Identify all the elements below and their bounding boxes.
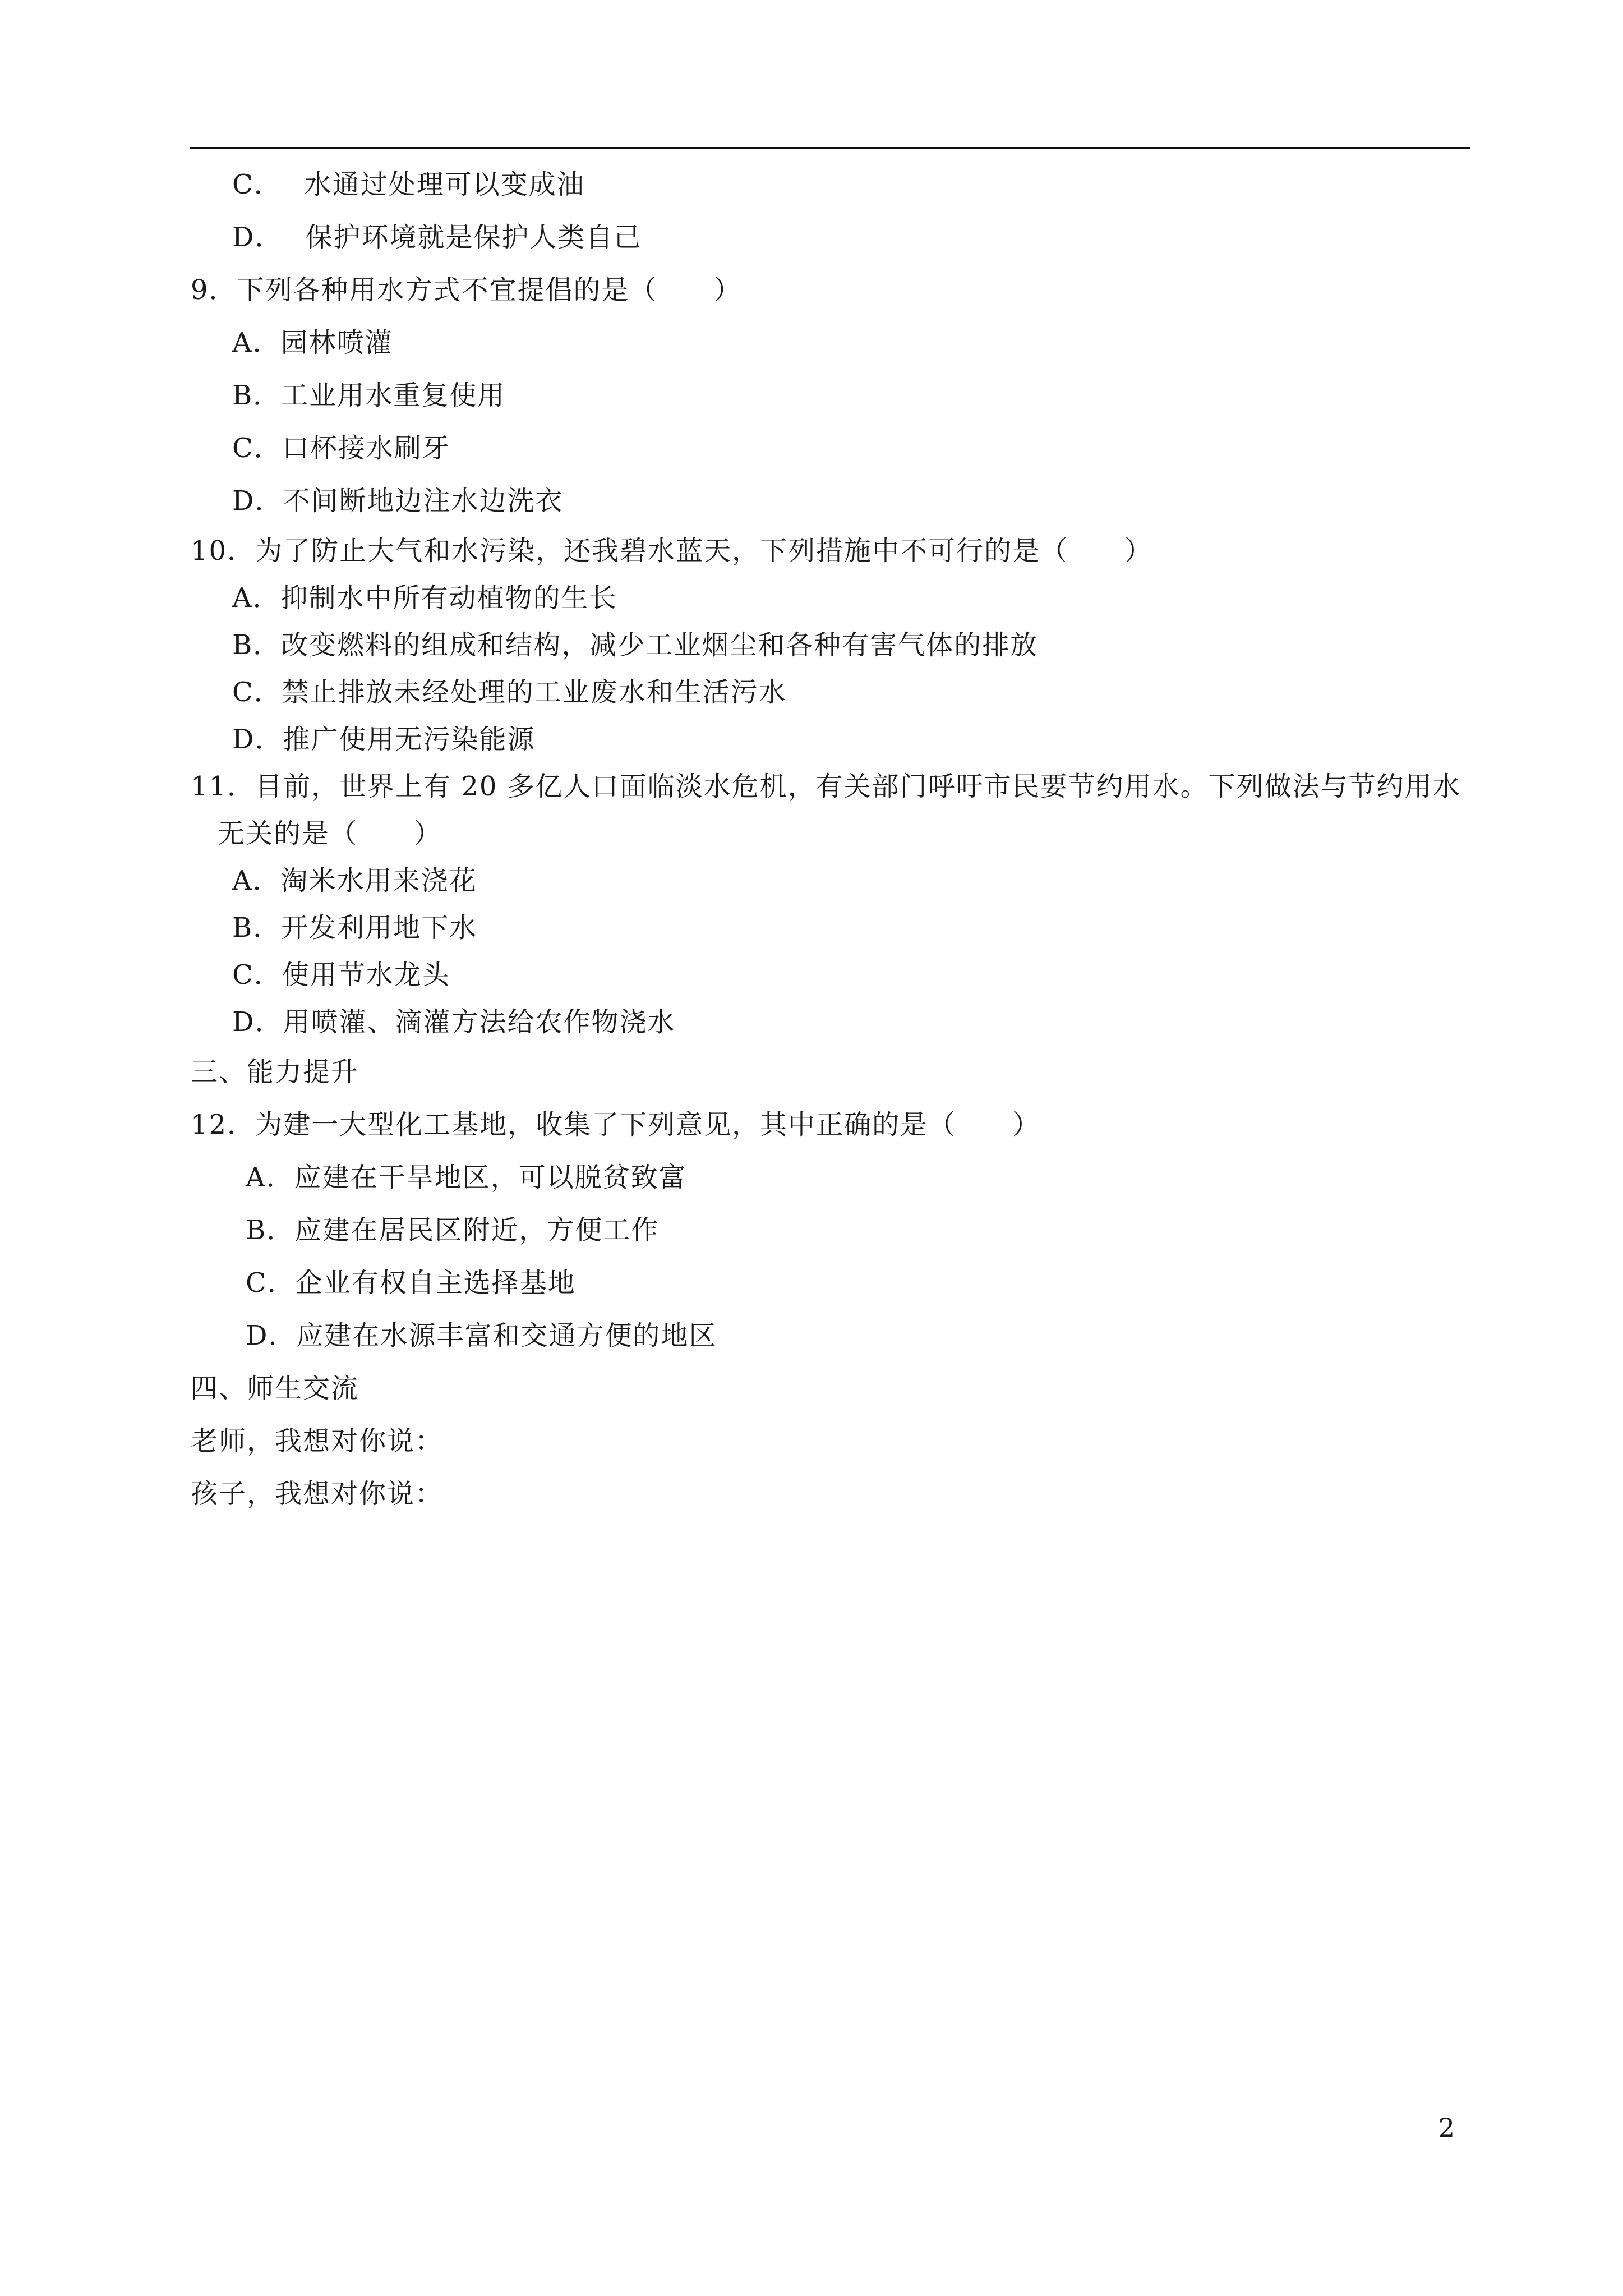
teacher-message-line: 老师，我想对你说： (191, 1425, 444, 1457)
option-text: 水通过处理可以变成油 (304, 169, 585, 200)
option-letter: C． (232, 169, 282, 200)
q12-option-b: B．应建在居民区附近，方便工作 (246, 1214, 660, 1246)
q12-option-d: D．应建在水源丰富和交通方便的地区 (246, 1320, 717, 1351)
q9-option-a: A．园林喷灌 (232, 327, 393, 358)
q11-option-a: A．淘米水用来浇花 (232, 865, 477, 896)
option-text: 保护环境就是保护人类自己 (305, 222, 642, 253)
page-content (191, 158, 1481, 1520)
q10-option-b: B．改变燃料的组成和结构，减少工业烟尘和各种有害气体的排放 (232, 629, 1039, 661)
q10-option-a: A．抑制水中所有动植物的生长 (232, 582, 617, 614)
section-title-exchange: 四、师生交流 (191, 1373, 359, 1404)
q9-option-c: C．口杯接水刷牙 (232, 432, 450, 464)
q11-option-d: D．用喷灌、滴灌方法给农作物浇水 (232, 1006, 676, 1038)
q11-option-b: B．开发利用地下水 (232, 912, 478, 944)
student-message-line: 孩子，我想对你说： (191, 1478, 444, 1510)
q9-option-d: D．不间断地边注水边洗衣 (232, 485, 564, 517)
q9-option-b: B．工业用水重复使用 (232, 380, 506, 411)
q11-option-c: C．使用节水龙头 (232, 959, 450, 991)
q10-stem: 10．为了防止大气和水污染，还我碧水蓝天，下列措施中不可行的是（ ） (191, 535, 1153, 567)
page-number: 2 (1438, 2113, 1455, 2143)
q11-stem-line1: 11．目前，世界上有 20 多亿人口面临淡水危机，有关部门呼吁市民要节约用水。下列做法与节约用水 (191, 771, 1461, 802)
q8-option-c (191, 158, 1481, 211)
q8-option-d (191, 211, 1481, 264)
q10-option-d: D．推广使用无污染能源 (232, 724, 536, 755)
q11-stem-line2: 无关的是（ ） (218, 818, 442, 849)
q10-option-c: C．禁止排放未经处理的工业废水和生活污水 (232, 677, 787, 708)
option-letter: D． (232, 222, 283, 253)
q12-option-a: A．应建在干旱地区，可以脱贫致富 (246, 1162, 687, 1193)
header-rule (190, 147, 1470, 149)
q9-stem: 9．下列各种用水方式不宜提倡的是（ ） (191, 274, 742, 306)
section-title-ability: 三、能力提升 (191, 1056, 359, 1088)
q12-stem: 12．为建一大型化工基地，收集了下列意见，其中正确的是（ ） (191, 1109, 1041, 1140)
q12-option-c: C．企业有权自主选择基地 (246, 1267, 576, 1299)
